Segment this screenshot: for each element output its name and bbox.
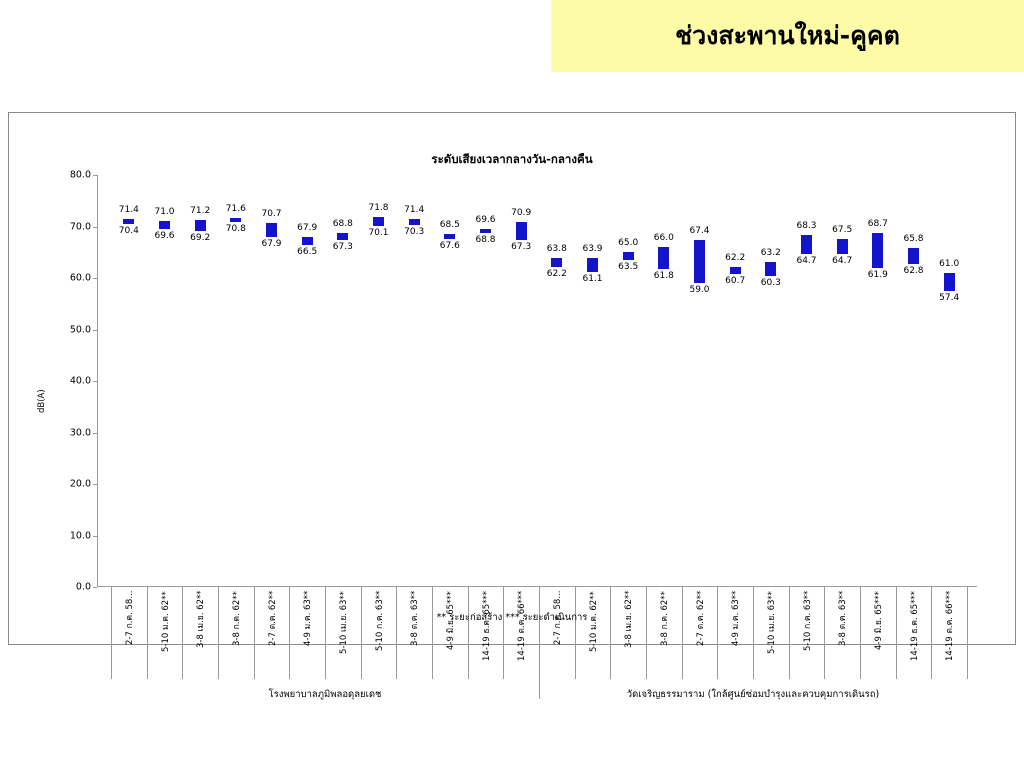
category-divider bbox=[396, 587, 397, 679]
y-axis-tick-mark bbox=[93, 175, 97, 176]
bar-max-label: 68.8 bbox=[332, 218, 353, 229]
bar-min-label: 60.3 bbox=[760, 278, 781, 289]
x-axis-tick-label: 3-8 ก.ค. 62** bbox=[659, 591, 670, 646]
bar-min-label: 70.3 bbox=[404, 226, 425, 237]
bar-max-label: 71.4 bbox=[404, 205, 425, 216]
x-axis-group-label: วัดเจริญธรรมาราม (ใกล้ศูนย์ซ่อมบำรุงและควบคุมการเดินรถ) bbox=[626, 689, 880, 700]
x-axis-tick-label: 4-9 ม.ค. 63** bbox=[731, 591, 742, 647]
bar bbox=[730, 267, 741, 275]
x-axis-tick-label: 3-8 ต.ค. 63** bbox=[410, 591, 421, 647]
bar-min-label: 64.7 bbox=[832, 255, 853, 266]
y-axis-tick-mark bbox=[93, 227, 97, 228]
x-axis-tick-label: 5-10 เม.ย. 63** bbox=[338, 591, 349, 654]
x-axis-tick-label: 4-9 มิ.ย. 65*** bbox=[873, 591, 884, 650]
axes-box bbox=[97, 175, 977, 587]
bar-max-label: 67.9 bbox=[297, 223, 318, 234]
category-divider bbox=[717, 587, 718, 679]
bar-max-label: 61.0 bbox=[939, 258, 960, 269]
bar-max-label: 65.0 bbox=[618, 238, 639, 249]
y-axis-tick-mark bbox=[93, 278, 97, 279]
bar-min-label: 62.8 bbox=[903, 265, 924, 276]
y-axis-tick-mark bbox=[93, 381, 97, 382]
bar bbox=[872, 233, 883, 268]
y-axis-label: dB(A) bbox=[37, 389, 47, 413]
bar bbox=[908, 248, 919, 263]
bar-max-label: 67.4 bbox=[689, 225, 710, 236]
bar-max-label: 66.0 bbox=[653, 233, 674, 244]
x-axis-tick-label: 2-7 ก.ค. 58... bbox=[552, 591, 563, 646]
y-axis-tick-label: 80.0 bbox=[69, 169, 91, 181]
y-axis-tick-label: 30.0 bbox=[69, 427, 91, 438]
x-axis-tick-label: 4-9 ม.ค. 63** bbox=[303, 591, 314, 647]
category-divider bbox=[325, 587, 326, 679]
chart-container bbox=[8, 112, 1016, 700]
bar-min-label: 59.0 bbox=[689, 285, 710, 296]
bar bbox=[944, 273, 955, 292]
bar-max-label: 69.6 bbox=[475, 214, 496, 225]
category-divider bbox=[289, 587, 290, 679]
x-axis-tick-label: 14-19 ต.ค. 66*** bbox=[517, 591, 528, 662]
bar bbox=[587, 258, 598, 272]
bar-min-label: 67.3 bbox=[332, 242, 353, 253]
bar-min-label: 67.9 bbox=[261, 239, 282, 250]
bar-max-label: 70.7 bbox=[261, 208, 282, 219]
bar-min-label: 57.4 bbox=[939, 293, 960, 304]
y-axis-tick-label: 60.0 bbox=[69, 272, 91, 284]
category-divider bbox=[111, 587, 112, 679]
y-axis-tick-label: 0.0 bbox=[75, 581, 91, 593]
category-divider bbox=[503, 587, 504, 679]
bar-min-label: 64.7 bbox=[796, 255, 817, 266]
y-axis-tick-mark bbox=[93, 587, 97, 588]
slide-title-banner bbox=[551, 0, 1024, 72]
bar bbox=[444, 234, 455, 239]
category-divider bbox=[432, 587, 433, 679]
bar bbox=[480, 229, 491, 233]
x-axis-tick-label: 5-10 เม.ย. 63** bbox=[766, 591, 777, 654]
y-axis-tick-label: 20.0 bbox=[69, 478, 91, 490]
x-axis-tick-label: 3-8 เม.ย. 62** bbox=[624, 591, 635, 649]
bar bbox=[123, 219, 134, 224]
bar-min-label: 60.7 bbox=[725, 276, 746, 287]
bar bbox=[551, 258, 562, 266]
bar bbox=[266, 223, 277, 237]
category-divider bbox=[931, 587, 932, 679]
x-axis-tick-label: 2-7 ต.ค. 62** bbox=[267, 591, 278, 647]
category-divider bbox=[646, 587, 647, 679]
y-axis-tick-mark bbox=[93, 433, 97, 434]
bar bbox=[694, 240, 705, 283]
group-separator bbox=[539, 587, 540, 699]
category-divider bbox=[182, 587, 183, 679]
y-axis-tick-label: 10.0 bbox=[69, 530, 91, 541]
chart-title: ระดับเสียงเวลากลางวัน-กลางคืน bbox=[431, 152, 593, 166]
x-axis-tick-label: 3-8 ก.ค. 62** bbox=[231, 591, 242, 646]
bar-min-label: 69.2 bbox=[190, 232, 211, 243]
bar-max-label: 71.0 bbox=[154, 207, 175, 218]
category-divider bbox=[468, 587, 469, 679]
bar-min-label: 68.8 bbox=[475, 234, 496, 245]
x-axis-tick-label: 14-19 ต.ค. 66*** bbox=[945, 591, 956, 662]
bar-min-label: 61.1 bbox=[582, 274, 603, 285]
y-axis-tick-label: 40.0 bbox=[69, 375, 91, 387]
y-axis-tick-mark bbox=[93, 330, 97, 331]
category-divider bbox=[682, 587, 683, 679]
bar-max-label: 70.9 bbox=[511, 207, 532, 218]
bar bbox=[623, 252, 634, 260]
bar bbox=[409, 219, 420, 225]
bar-max-label: 68.3 bbox=[796, 221, 817, 232]
x-axis-tick-label: 2-7 ก.ค. 58... bbox=[124, 591, 135, 646]
x-axis-tick-label: 5-10 ก.ค. 63** bbox=[802, 591, 813, 652]
x-axis-group-label: โรงพยาบาลภูมิพลอดุลยเดช bbox=[268, 689, 382, 700]
x-axis-tick-label: 3-8 ต.ค. 63** bbox=[838, 591, 849, 647]
category-divider bbox=[254, 587, 255, 679]
category-divider bbox=[789, 587, 790, 679]
bar bbox=[302, 237, 313, 244]
y-axis-tick-label: 50.0 bbox=[69, 324, 91, 335]
slide-title: ช่วงสะพานใหม่-คูคต bbox=[675, 21, 900, 50]
y-axis-tick-label: 70.0 bbox=[69, 221, 91, 232]
bar-min-label: 63.5 bbox=[618, 261, 639, 272]
chart-footnote: ** ระยะก่อสร้าง *** ระยะดำเนินการ bbox=[436, 612, 588, 623]
y-axis-tick-mark bbox=[93, 484, 97, 485]
bar-min-label: 70.4 bbox=[118, 226, 139, 237]
x-axis-tick-label: 3-8 เม.ย. 62** bbox=[196, 591, 207, 649]
bar-max-label: 71.4 bbox=[118, 205, 139, 216]
category-divider bbox=[575, 587, 576, 679]
y-axis-tick-mark bbox=[93, 536, 97, 537]
bar bbox=[337, 233, 348, 241]
bar bbox=[159, 221, 170, 228]
bar-max-label: 63.9 bbox=[582, 243, 603, 254]
x-axis-tick-label: 2-7 ต.ค. 62** bbox=[695, 591, 706, 647]
bar-max-label: 71.6 bbox=[225, 204, 246, 215]
x-axis-tick-label: 5-10 ก.ค. 63** bbox=[374, 591, 385, 652]
bar bbox=[373, 217, 384, 226]
x-axis-tick-label: 5-10 ม.ค. 62** bbox=[160, 591, 171, 652]
category-divider bbox=[753, 587, 754, 679]
bar-min-label: 67.3 bbox=[511, 242, 532, 253]
bar-min-label: 70.8 bbox=[225, 224, 246, 235]
bar-min-label: 62.2 bbox=[546, 268, 567, 279]
bar-max-label: 65.8 bbox=[903, 234, 924, 245]
bar-max-label: 71.8 bbox=[368, 203, 389, 214]
bar bbox=[230, 218, 241, 222]
bar bbox=[195, 220, 206, 230]
bar-max-label: 62.2 bbox=[725, 252, 746, 263]
bar-min-label: 70.1 bbox=[368, 227, 389, 238]
category-divider bbox=[361, 587, 362, 679]
bar-min-label: 67.6 bbox=[439, 240, 460, 251]
bar-max-label: 68.7 bbox=[867, 219, 888, 230]
bar-min-label: 66.5 bbox=[297, 246, 318, 257]
bar-max-label: 71.2 bbox=[190, 206, 211, 217]
bar bbox=[801, 235, 812, 254]
category-divider bbox=[147, 587, 148, 679]
bar-min-label: 69.6 bbox=[154, 230, 175, 241]
bar-max-label: 67.5 bbox=[832, 225, 853, 236]
x-axis-tick-label: 5-10 ม.ค. 62** bbox=[588, 591, 599, 652]
x-axis-tick-label: 14-19 ธ.ค. 65*** bbox=[909, 591, 920, 661]
category-divider bbox=[610, 587, 611, 679]
x-axis-tick-label: 4-9 มิ.ย. 65*** bbox=[445, 591, 456, 650]
bar-max-label: 63.2 bbox=[760, 247, 781, 258]
category-divider bbox=[967, 587, 968, 679]
category-divider bbox=[824, 587, 825, 679]
x-axis-tick-label: 14-19 ธ.ค. 65*** bbox=[481, 591, 492, 661]
category-divider bbox=[218, 587, 219, 679]
category-divider bbox=[896, 587, 897, 679]
bar bbox=[765, 262, 776, 277]
bar bbox=[516, 222, 527, 241]
bar-max-label: 63.8 bbox=[546, 244, 567, 255]
bar bbox=[658, 247, 669, 269]
bar-min-label: 61.9 bbox=[867, 270, 888, 281]
bar-min-label: 61.8 bbox=[653, 270, 674, 281]
bar bbox=[837, 239, 848, 253]
bar-max-label: 68.5 bbox=[439, 220, 460, 231]
category-divider bbox=[860, 587, 861, 679]
